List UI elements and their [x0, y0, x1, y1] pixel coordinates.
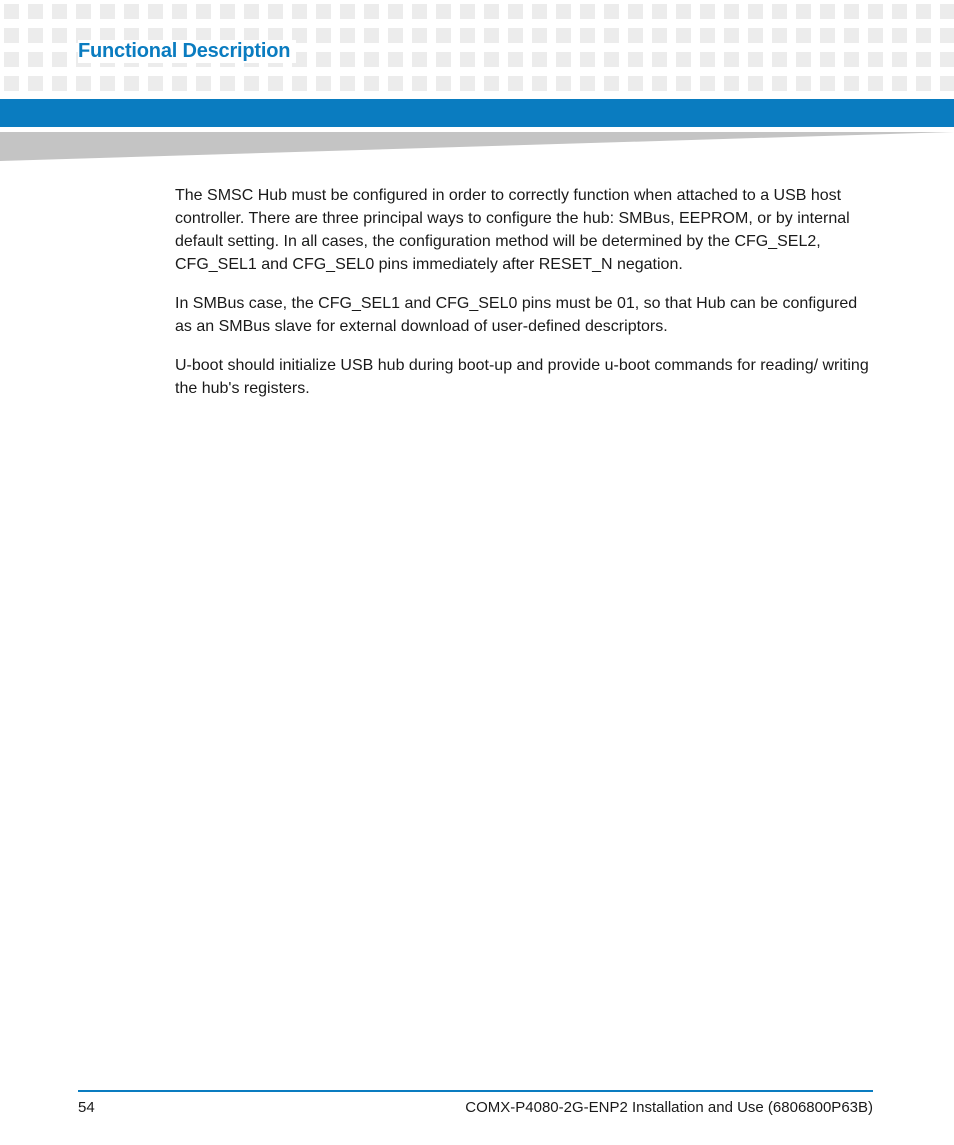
- body-text: [175, 184, 875, 416]
- footer-rule: [78, 1090, 873, 1092]
- header-grey-wedge: [0, 130, 954, 162]
- paragraph-smbus-case: In SMBus case, the CFG_SEL1 and CFG_SEL0 pins must be 01, so that Hub can be configured as an SMBus slave for external download of user-defined descriptors.: [175, 295, 858, 335]
- document-title: COMX-P4080-2G-ENP2 Installation and Use (6806800P63B): [465, 1099, 873, 1116]
- section-title: Functional Description: [78, 40, 296, 63]
- page-number: 54: [78, 1099, 95, 1116]
- header-blue-band: [0, 99, 954, 127]
- paragraph-hub-configuration: The SMSC Hub must be configured in order to correctly function when attached to a USB host controller. There are three principal ways to configure the hub: SMBus, EEPROM, or by internal default setting. In all cases, the configuration method will be determined by the CFG_SEL2, CFG_SEL1 and CFG_SEL0 pins immediately after RESET_N negation.: [175, 187, 850, 273]
- paragraph-uboot: U-boot should initialize USB hub during boot-up and provide u-boot commands for reading/ writing the hub's registers.: [175, 357, 869, 397]
